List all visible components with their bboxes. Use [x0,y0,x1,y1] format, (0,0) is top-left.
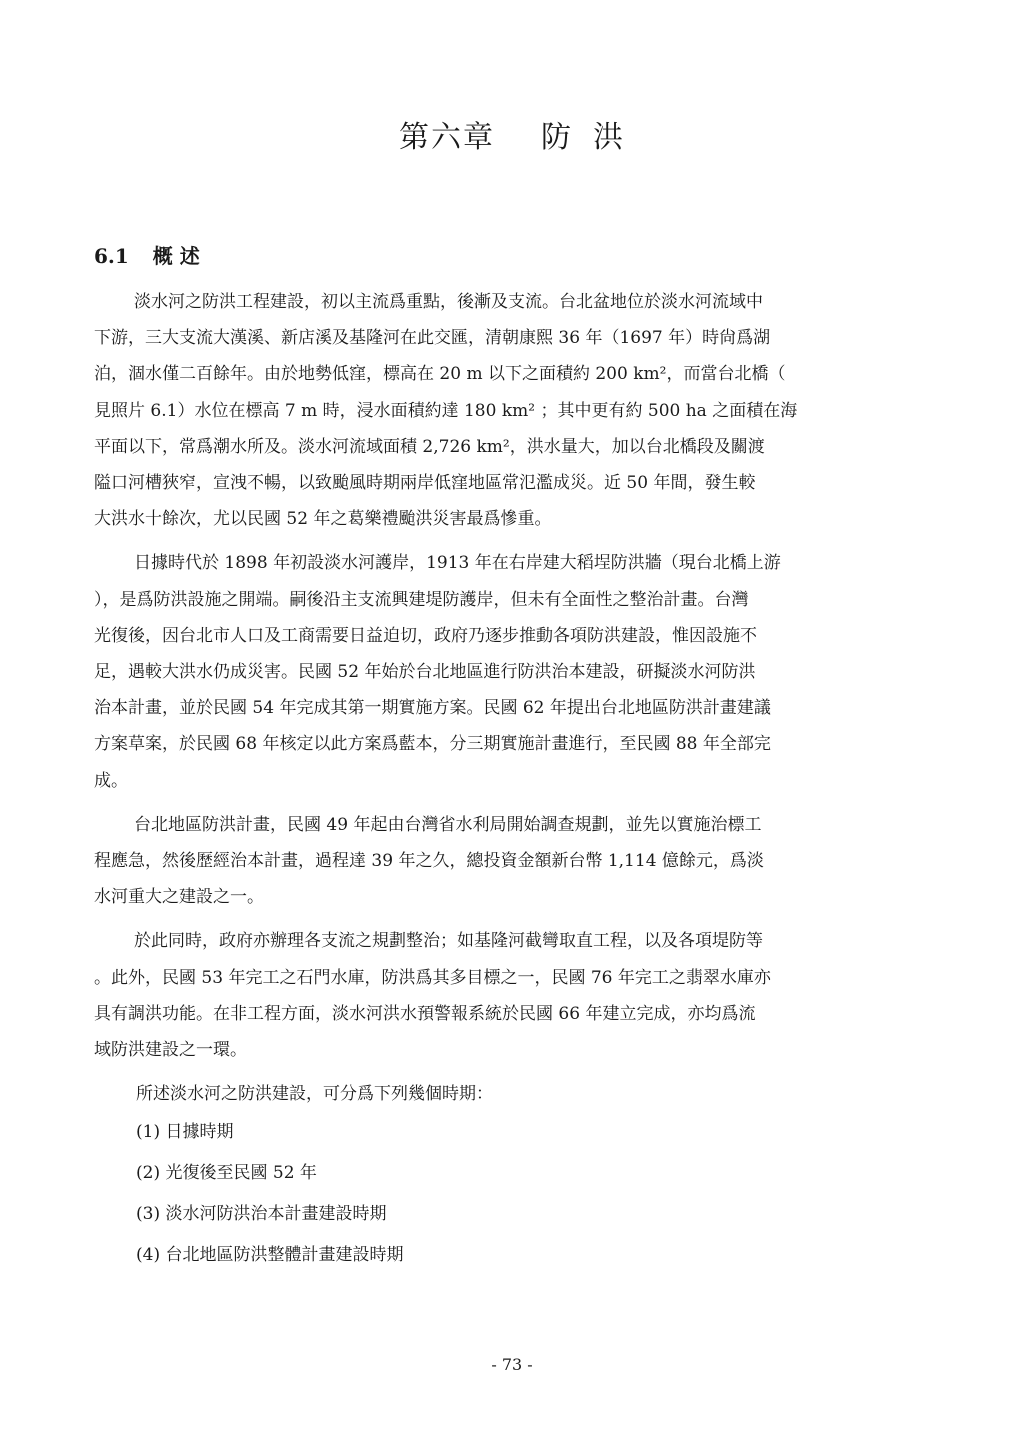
paragraph-line: 域防洪建設之一環。 [94,1040,247,1061]
paragraph-line: ），是爲防洪設施之開端。嗣後沿主支流興建堤防護岸，但未有全面性之整治計畫。台灣 [94,589,749,610]
paragraph-line: 日據時代於 1898 年初設淡水河護岸，1913 年在右岸建大稻埕防洪牆（現台北橋上游 [134,553,781,574]
paragraph-line: 隘口河槽狹窄，宣洩不暢，以致颱風時期兩岸低窪地區常氾濫成災。近 50 年間，發生較 [94,473,756,494]
paragraph-line: 下游，三大支流大漢溪、新店溪及基隆河在此交匯，清朝康熙 36 年（1697 年）時尙爲湖 [94,328,771,349]
paragraph-line: 足，遇較大洪水仍成災害。民國 52 年始於台北地區進行防洪治本建設，研擬淡水河防洪 [94,662,756,683]
period-item-1: (1) 日據時期 [136,1122,234,1143]
body-text [94,284,920,1276]
paragraph-4 [94,923,920,1068]
paragraph-2 [94,545,920,798]
chapter-title-char-1: 防 [541,120,573,155]
paragraph-1 [94,284,920,537]
paragraph-line: 台北地區防洪計畫，民國 49 年起由台灣省水利局開始調查規劃，並先以實施治標工 [134,814,762,835]
chapter-title [0,112,1024,156]
paragraph-line: 淡水河之防洪工程建設，初以主流爲重點，後漸及支流。台北盆地位於淡水河流域中 [134,292,763,312]
paragraph-line: 見照片 6.1）水位在標高 7 m 時，浸水面積約達 180 km² ；其中更有約 500 ha 之面積在海 [94,400,798,421]
paragraph-line: 成。 [94,770,128,791]
section-heading [94,240,200,269]
chapter-title-char-2: 洪 [593,120,625,155]
paragraph-line: 治本計畫，並於民國 54 年完成其第一期實施方案。民國 62 年提出台北地區防洪計畫建議 [94,698,771,719]
paragraph-line: 。此外，民國 53 年完工之石門水庫，防洪爲其多目標之一，民國 76 年完工之翡翠水庫亦 [94,967,771,988]
period-item-2: (2) 光復後至民國 52 年 [136,1163,317,1184]
paragraph-3 [94,807,920,916]
section-title: 概 述 [152,244,200,268]
paragraph-line: 光復後，因台北市人口及工商需要日益迫切，政府乃逐步推動各項防洪建設，惟因設施不 [94,625,757,646]
chapter-label: 第六章 [399,120,495,155]
paragraph-line: 水河重大之建設之一。 [94,887,264,908]
period-item-3: (3) 淡水河防洪治本計畫建設時期 [136,1204,387,1225]
period-item-4: (4) 台北地區防洪整體計畫建設時期 [136,1245,404,1266]
paragraph-line: 於此同時，政府亦辦理各支流之規劃整治；如基隆河截彎取直工程，以及各項堤防等 [134,931,763,952]
page-number: - 73 - [491,1355,533,1374]
periods-intro: 所述淡水河之防洪建設，可分爲下列幾個時期： [136,1084,493,1105]
paragraph-line: 泊，涸水僅二百餘年。由於地勢低窪，標高在 20 m 以下之面積約 200 km²，而當台北橋（ [94,364,786,385]
section-number: 6.1 [94,244,129,268]
paragraph-line: 平面以下，常爲潮水所及。淡水河流域面積 2,726 km²，洪水量大，加以台北橋段及關渡 [94,436,765,457]
paragraph-line: 方案草案，於民國 68 年核定以此方案爲藍本，分三期實施計畫進行，至民國 88 年全部完 [94,734,771,755]
paragraph-line: 大洪水十餘次，尤以民國 52 年之葛樂禮颱洪災害最爲慘重。 [94,509,552,530]
paragraph-line: 程應急，然後歷經治本計畫，過程達 39 年之久，總投資金額新台幣 1,114 億餘元，爲淡 [94,851,764,872]
paragraph-line: 具有調洪功能。在非工程方面，淡水河洪水預警報系統於民國 66 年建立完成，亦均爲流 [94,1003,756,1024]
